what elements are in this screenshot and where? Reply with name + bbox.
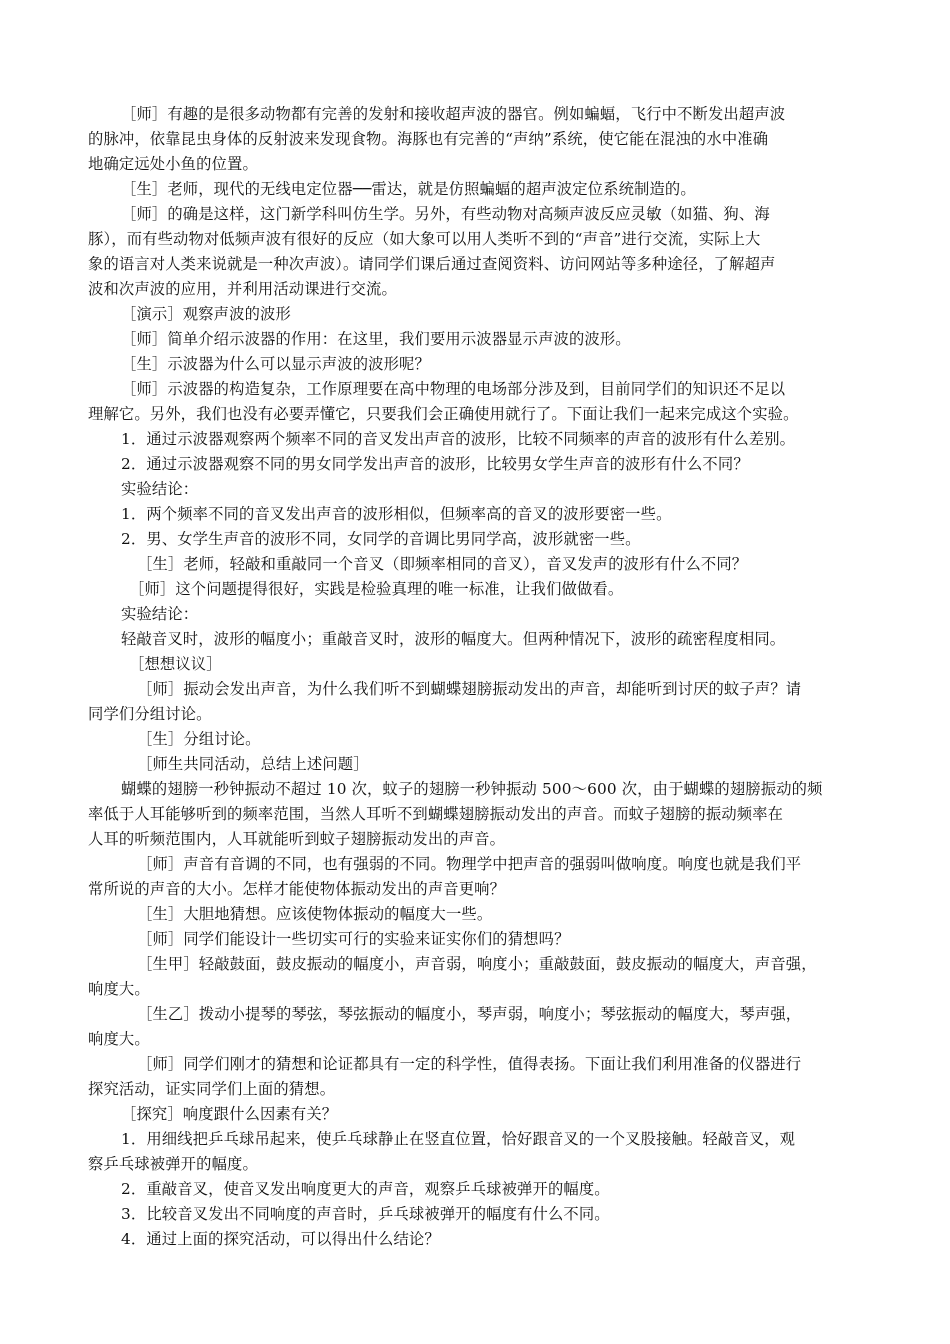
text-line: ［生乙］拨动小提琴的琴弦，琴弦振动的幅度小，琴声弱，响度小；琴弦振动的幅度大，琴声强， [137,1005,802,1023]
text-line: 2．通过示波器观察不同的男女同学发出声音的波形，比较男女学生声音的波形有什么不同？ [121,455,749,473]
text-line: ［师生共同活动，总结上述问题］ [137,755,369,773]
text-line: 实验结论： [121,605,199,623]
text-line: 1．两个频率不同的音叉发出声音的波形相似，但频率高的音叉的波形要密一些。 [121,505,672,523]
text-line: 常所说的声音的大小。怎样才能使物体振动发出的声音更响？ [88,880,506,898]
text-line: ［生］大胆地猜想。应该使物体振动的幅度大一些。 [137,905,493,923]
text-line: ［师］同学们能设计一些切实可行的实验来证实你们的猜想吗？ [137,930,570,948]
text-line: ［师］这个问题提得很好，实践是检验真理的唯一标准，让我们做做看。 [129,580,624,598]
text-line: ［生］老师，轻敲和重敲同一个音叉（即频率相同的音叉），音叉发声的波形有什么不同？ [137,555,748,573]
text-line: ［演示］观察声波的波形 [121,305,291,323]
text-line: ［师］简单介绍示波器的作用：在这里，我们要用示波器显示声波的波形。 [121,330,631,348]
text-line: 1．用细线把乒乓球吊起来，使乒乓球静止在竖直位置，恰好跟音叉的一个叉股接触。轻敲音叉，观 [121,1130,796,1148]
text-line: 实验结论： [121,480,199,498]
text-line: 理解它。另外，我们也没有必要弄懂它，只要我们会正确使用就行了。下面让我们一起来完成这个实验。 [88,405,799,423]
text-line: ［生］示波器为什么可以显示声波的波形呢？ [121,355,430,373]
text-line: 轻敲音叉时，波形的幅度小；重敲音叉时，波形的幅度大。但两种情况下，波形的疏密程度相同。 [121,630,786,648]
text-line: ［师］同学们刚才的猜想和论证都具有一定的科学性，值得表扬。下面让我们利用准备的仪器进行 [137,1055,802,1073]
text-line: 地确定远处小鱼的位置。 [88,155,258,173]
text-line: 豚），而有些动物对低频声波有很好的反应（如大象可以用人类听不到的“声音”进行交流，实际上大 [88,230,761,248]
text-line: ［生甲］轻敲鼓面，鼓皮振动的幅度小，声音弱，响度小；重敲鼓面，鼓皮振动的幅度大，声音强， [137,955,817,973]
text-line: 象的语言对人类来说就是一种次声波）。请同学们课后通过查阅资料、访问网站等多种途径，了解超声 [88,255,776,273]
text-line: ［想想议议］ [129,655,222,673]
text-line: 4．通过上面的探究活动，可以得出什么结论？ [121,1230,440,1248]
text-line: 蝴蝶的翅膀一秒钟振动不超过 10 次，蚊子的翅膀一秒钟振动 500～600 次，由于蝴蝶的翅膀振动的频 [121,780,823,798]
text-line: ［师］声音有音调的不同，也有强弱的不同。物理学中把声音的强弱叫做响度。响度也就是我们平 [137,855,802,873]
text-line: ［师］振动会发出声音，为什么我们听不到蝴蝶翅膀振动发出的声音，却能听到讨厌的蚊子声？请 [137,680,802,698]
text-line: 1．通过示波器观察两个频率不同的音叉发出声音的波形，比较不同频率的声音的波形有什么差别。 [121,430,796,448]
text-line: ［师］有趣的是很多动物都有完善的发射和接收超声波的器官。例如蝙蝠，飞行中不断发出超声波 [121,105,786,123]
text-line: 率低于人耳能够听到的频率范围，当然人耳听不到蝴蝶翅膀振动发出的声音。而蚊子翅膀的振动频率在 [88,805,784,823]
text-line: 察乒乓球被弹开的幅度。 [88,1155,258,1173]
text-line: ［生］老师，现代的无线电定位器──雷达，就是仿照蝙蝠的超声波定位系统制造的。 [121,180,696,198]
text-line: 的脉冲，依靠昆虫身体的反射波来发现食物。海豚也有完善的“声纳”系统，使它能在混浊的水中准确 [88,130,769,148]
text-line: ［师］的确是这样，这门新学科叫仿生学。另外，有些动物对高频声波反应灵敏（如猫、狗、海 [121,205,770,223]
text-line: 同学们分组讨论。 [88,705,212,723]
text-line: ［探究］响度跟什么因素有关？ [121,1105,338,1123]
text-line: ［师］示波器的构造复杂，工作原理要在高中物理的电场部分涉及到，目前同学们的知识还不足以 [121,380,786,398]
text-line: 探究活动，证实同学们上面的猜想。 [88,1080,336,1098]
text-line: 响度大。 [88,1030,150,1048]
text-line: 响度大。 [88,980,150,998]
text-line: 波和次声波的应用，并利用活动课进行交流。 [88,280,397,298]
text-line: 人耳的听频范围内，人耳就能听到蚊子翅膀振动发出的声音。 [88,830,506,848]
text-line: 2．重敲音叉，使音叉发出响度更大的声音，观察乒乓球被弹开的幅度。 [121,1180,610,1198]
text-line: ［生］分组讨论。 [137,730,261,748]
text-line: 3．比较音叉发出不同响度的声音时，乒乓球被弹开的幅度有什么不同。 [121,1205,610,1223]
text-line: 2．男、女学生声音的波形不同，女同学的音调比男同学高，波形就密一些。 [121,530,641,548]
